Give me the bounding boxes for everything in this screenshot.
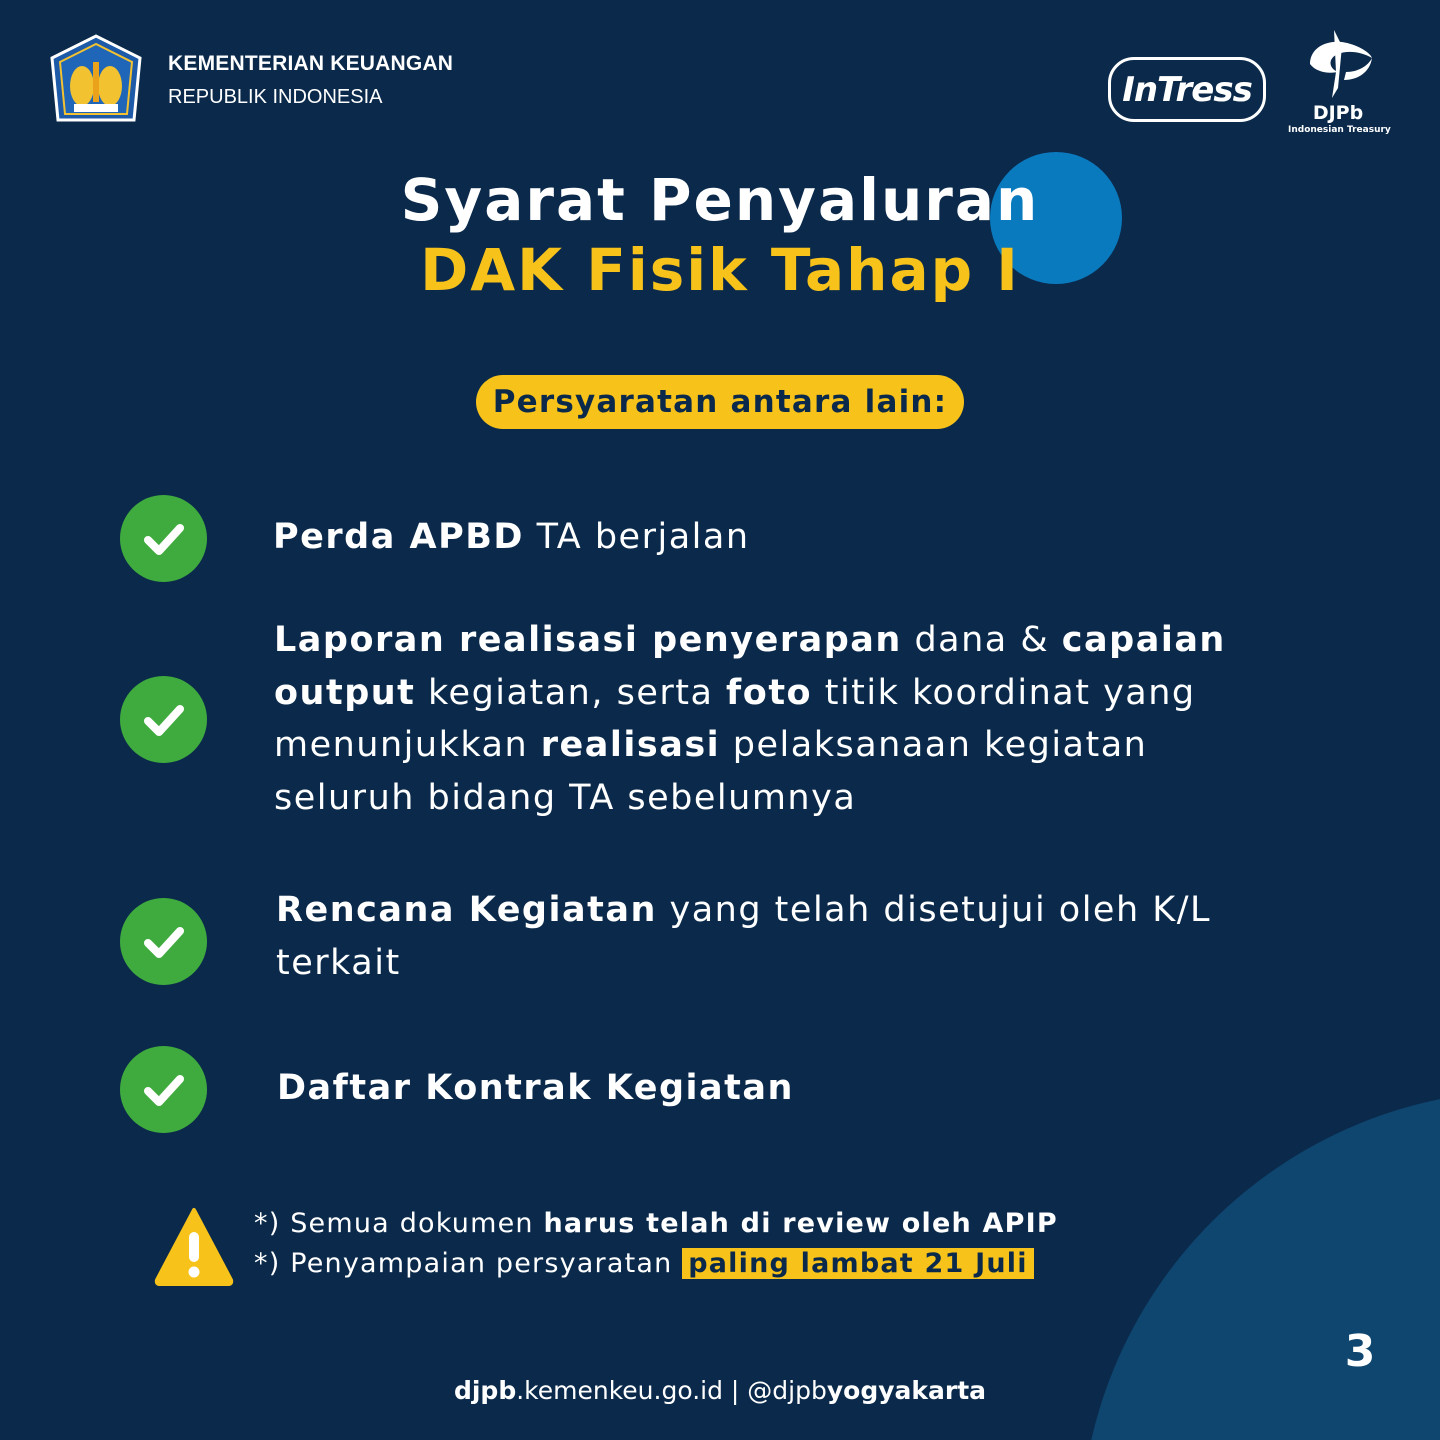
ministry-subtitle: REPUBLIK INDONESIA — [168, 85, 383, 108]
requirement-text: kegiatan, serta — [415, 672, 727, 713]
footer-domain: .kemenkeu.go.id — [516, 1376, 723, 1405]
check-circle-icon — [120, 898, 207, 985]
requirement-emphasis: Perda APBD — [273, 517, 524, 557]
check-circle-icon — [120, 676, 207, 763]
requirement-text: seluruh bidang TA sebelumnya — [274, 777, 857, 818]
page-title-highlight: DAK Fisik Tahap I — [420, 236, 1020, 304]
requirement-text: yang telah disetujui oleh K/L — [656, 890, 1212, 930]
djpb-tagline: Indonesian Treasury — [1288, 125, 1391, 135]
ministry-name: KEMENTERIAN KEUANGAN — [168, 51, 454, 75]
djpb-emblem-icon — [1298, 28, 1378, 100]
footer — [0, 1376, 1440, 1405]
requirement-text: TA berjalan — [523, 517, 750, 557]
notes — [254, 1204, 1058, 1284]
djpb-logo — [1288, 28, 1391, 135]
ministry-emblem-icon — [46, 32, 146, 128]
requirement-emphasis: realisasi — [540, 725, 721, 765]
requirement-item — [276, 884, 1211, 989]
requirement-emphasis: Daftar Kontrak Kegiatan — [277, 1068, 794, 1108]
requirement-emphasis: capaian — [1061, 620, 1226, 660]
requirement-item — [273, 511, 750, 564]
footer-separator: | — [722, 1376, 748, 1405]
note-deadline-text: *) Penyampaian persyaratan — [254, 1248, 683, 1279]
check-circle-icon — [120, 495, 207, 582]
footer-handle-bold: yogyakarta — [826, 1376, 987, 1405]
page-number: 3 — [1344, 1326, 1376, 1377]
requirement-emphasis: Laporan realisasi penyerapan — [274, 620, 902, 660]
note-review — [254, 1204, 1058, 1244]
footer-handle: @djpb — [747, 1376, 827, 1405]
requirement-text: menunjukkan — [274, 725, 541, 765]
intress-logo: InTress — [1108, 57, 1266, 122]
note-review-emphasis: harus telah di review oleh APIP — [543, 1208, 1058, 1239]
check-circle-icon — [120, 1046, 207, 1133]
footer-domain-bold: djpb — [453, 1376, 517, 1405]
requirement-text: titik koordinat yang — [812, 672, 1196, 713]
requirement-emphasis: output — [274, 672, 416, 713]
page-title: Syarat Penyaluran — [400, 166, 1040, 234]
note-review-text: *) Semua dokumen — [254, 1208, 544, 1239]
requirements-label: Persyaratan antara lain: — [476, 375, 964, 429]
deadline-highlight: paling lambat 21 Juli — [682, 1248, 1033, 1279]
djpb-name: DJPb — [1312, 102, 1364, 124]
requirement-text: terkait — [276, 942, 401, 983]
requirement-emphasis: Rencana Kegiatan — [276, 890, 657, 930]
ministry-brand — [46, 32, 453, 128]
requirement-emphasis: foto — [726, 672, 813, 713]
note-deadline — [254, 1244, 1058, 1284]
requirement-text: pelaksanaan kegiatan — [720, 725, 1148, 765]
requirement-item — [277, 1062, 794, 1115]
warning-icon — [154, 1206, 234, 1286]
requirement-item — [274, 614, 1226, 824]
requirement-text: dana & — [901, 620, 1062, 660]
